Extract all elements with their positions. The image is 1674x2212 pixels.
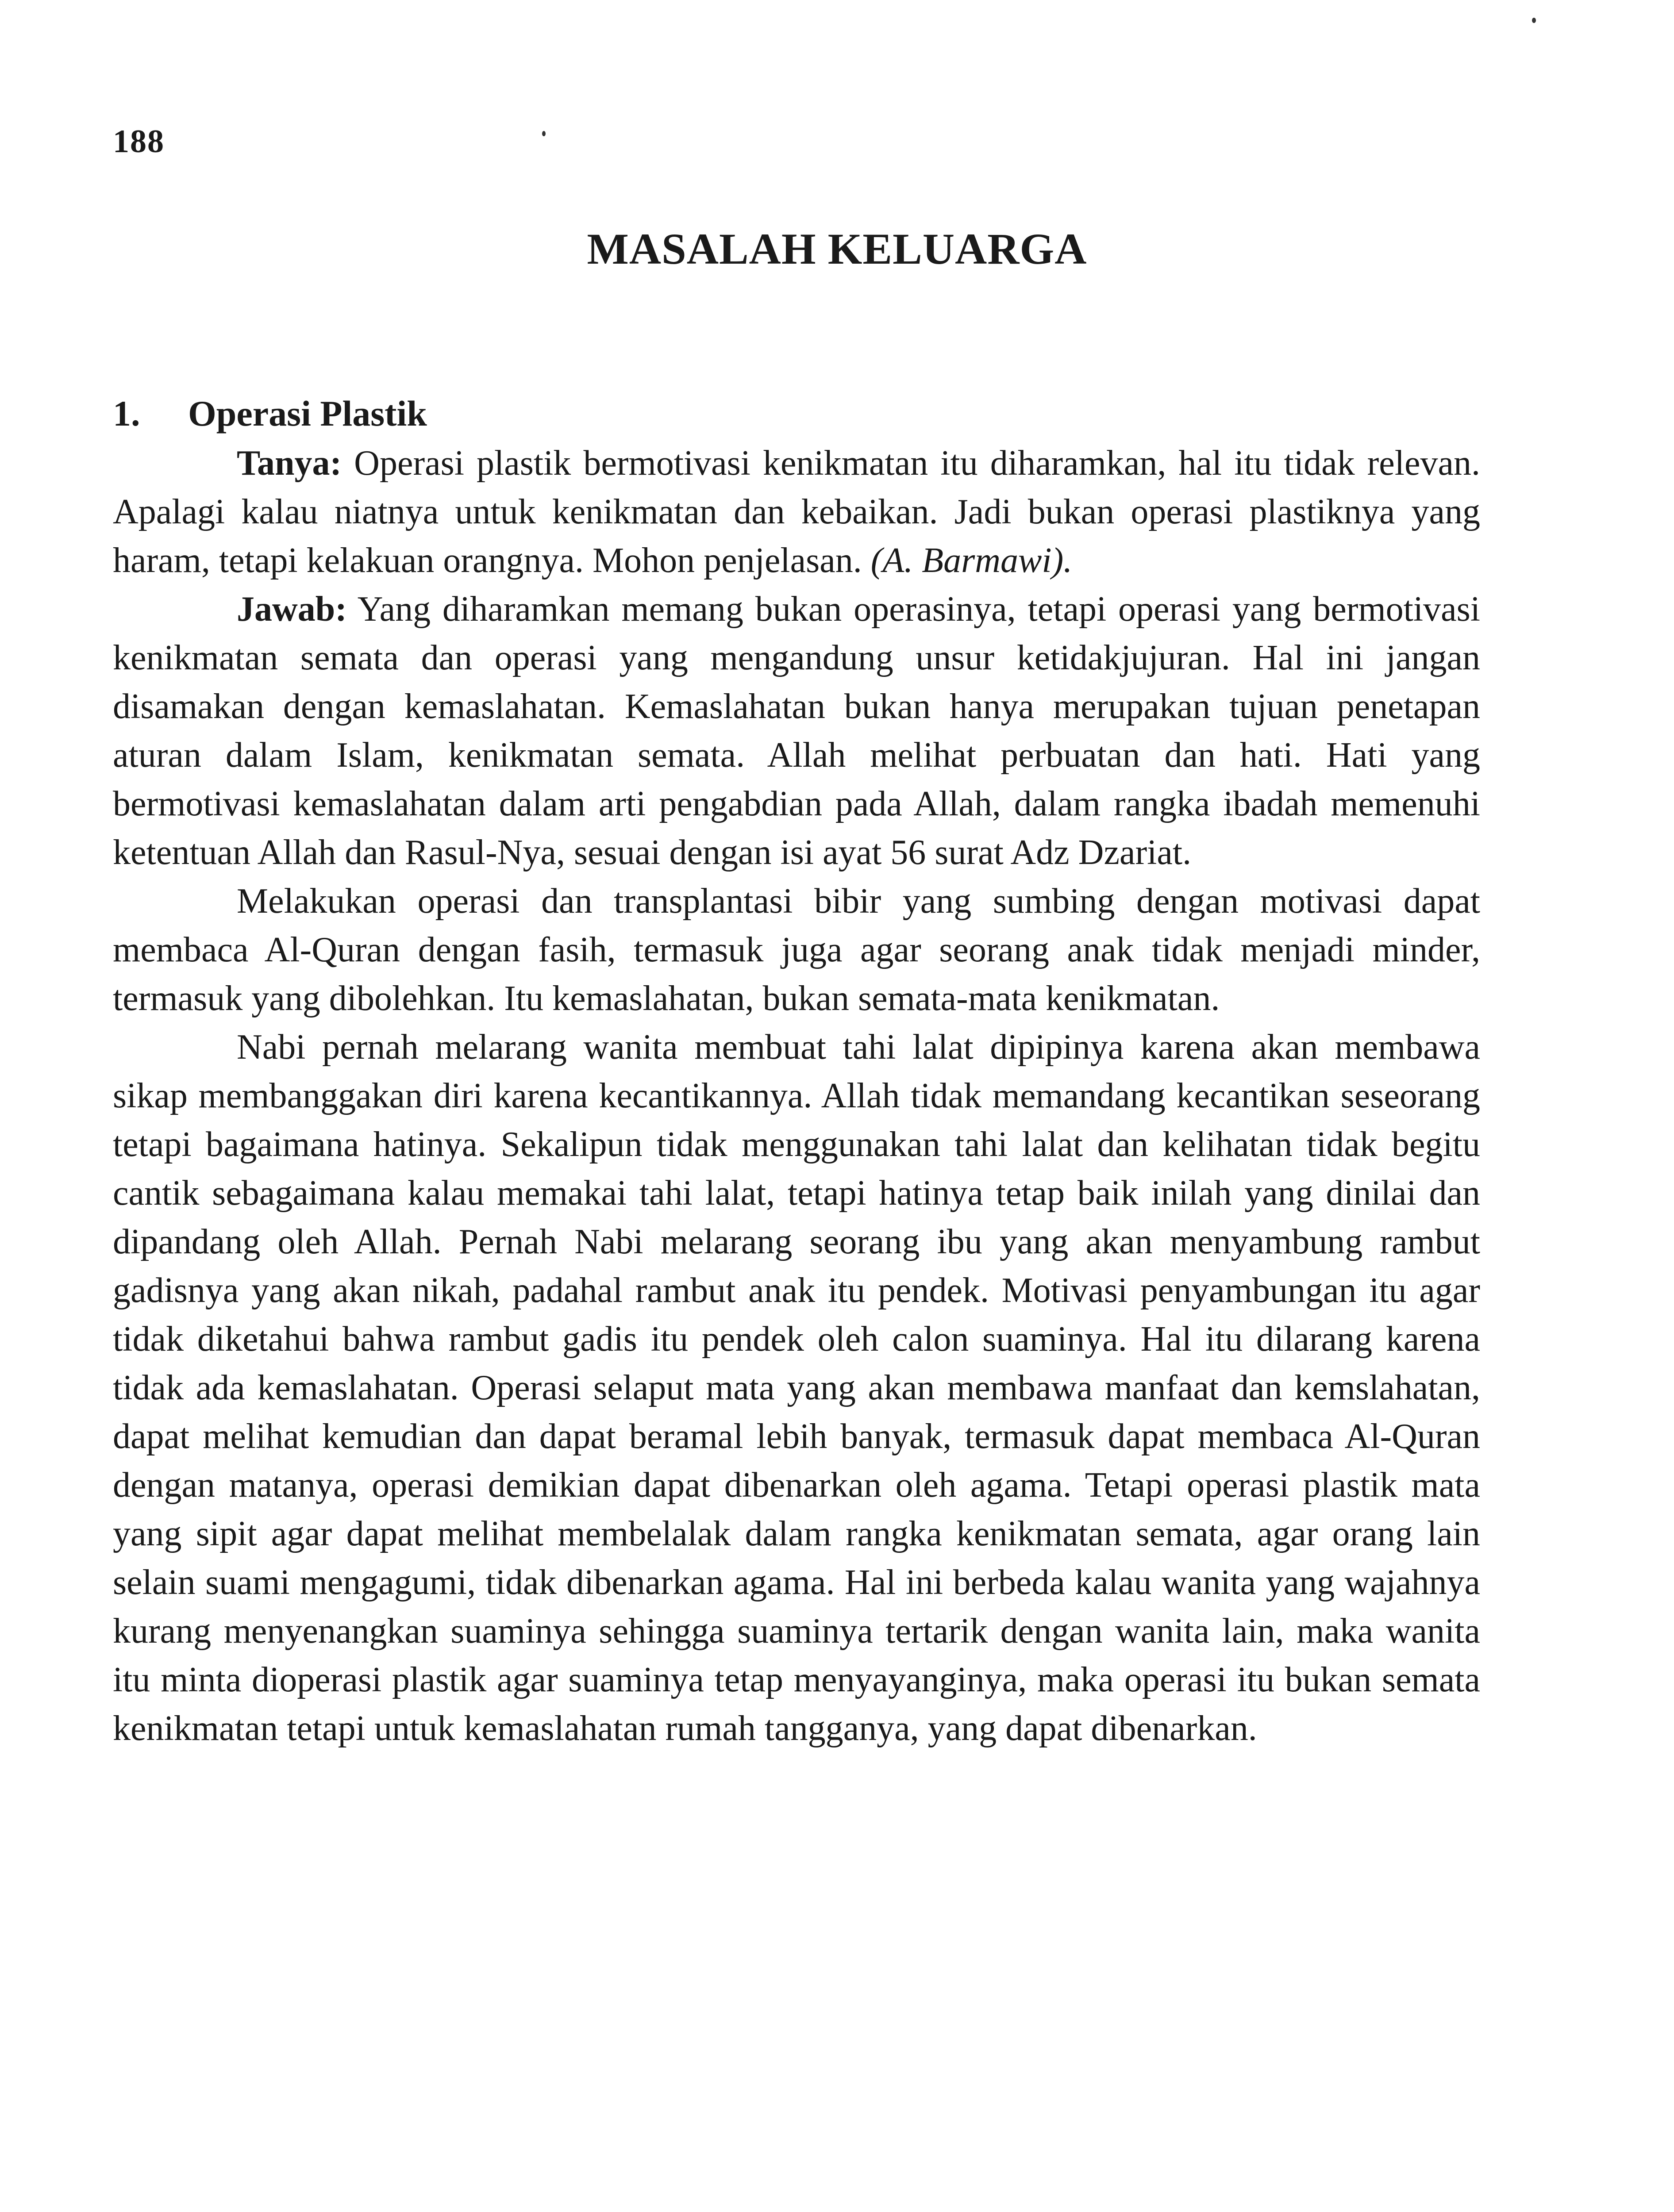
body-paragraph: Nabi pernah melarang wanita membuat tahi lalat dipipinya karena akan membawa sikap membanggakan diri karena kecantikannya. Allah tidak memandang kecantikan seseorang tetapi bagaimana hatinya. Sekalipun tidak menggunakan tahi lalat dan kelihatan tidak begitu cantik sebagaimana kalau memakai tahi lalat, tetapi hatinya tetap baik inilah yang dinilai dan dipandang oleh Allah. Pernah Nabi melarang seorang ibu yang akan menyambung rambut gadisnya yang akan nikah, padahal rambut anak itu pendek. Motivasi penyambungan itu agar tidak diketahui bahwa rambut gadis itu pendek oleh calon suaminya. Hal itu dilarang karena tidak ada kemaslahatan. Operasi selaput mata yang akan membawa manfaat dan kemslahatan, dapat melihat kemudian dan dapat beramal lebih banyak, termasuk dapat membaca Al-Quran dengan matanya, operasi demikian dapat dibenarkan oleh agama. Tetapi operasi plastik mata yang sipit agar dapat melihat membelalak dalam rangka kenikmatan semata, agar orang lain selain suami mengagumi, tidak dibenarkan agama. Hal ini berbeda kalau wanita yang wajahnya kurang menyenangkan suaminya sehingga suaminya tertarik dengan wanita lain, maka wanita itu minta dioperasi plastik agar suaminya tetap menyayanginya, maka operasi itu bukan semata kenikmatan tetapi untuk kemaslahatan rumah tangganya, yang dapat dibenarkan. bbox=[113, 1028, 1480, 1748]
question-attribution: (A. Barmawi). bbox=[870, 541, 1073, 580]
question-label: Tanya: bbox=[237, 444, 342, 483]
answer-label: Jawab: bbox=[237, 590, 347, 629]
section-number: 1. bbox=[113, 393, 140, 434]
page-number: 188 bbox=[113, 123, 165, 160]
body-paragraph: Melakukan operasi dan transplantasi bibir yang sumbing dengan motivasi dapat membaca Al-Quran dengan fasih, termasuk juga agar seorang anak tidak menjadi minder, termasuk yang dibolehkan. Itu kemaslahatan, bukan semata-mata kenikmatan. bbox=[113, 882, 1480, 1018]
question-text: Operasi plastik bermotivasi kenikmatan itu diharamkan, hal itu tidak relevan. Apalagi kalau niatnya untuk kenikmatan dan kebaikan. Jadi bukan operasi plastiknya yang haram, tetapi kelakuan orangnya. Mohon penjelasan. bbox=[113, 444, 1480, 580]
page-body bbox=[113, 389, 1480, 1753]
answer-text: Yang diharamkan memang bukan operasinya, tetapi operasi yang bermotivasi kenikmatan semata dan operasi yang mengandung unsur ketidakjujuran. Hal ini jangan disamakan dengan kemaslahatan. Kemaslahatan bukan hanya merupakan tujuan penetapan aturan dalam Islam, kenikmatan semata. Allah melihat perbuatan dan hati. Hati yang bermotivasi kemaslahatan dalam arti pengabdian pada Allah, dalam rangka ibadah memenuhi ketentuan Allah dan Rasul-Nya, sesuai dengan isi ayat 56 surat Adz Dzariat. bbox=[113, 590, 1480, 872]
section-title: Operasi Plastik bbox=[188, 393, 427, 434]
section-heading bbox=[113, 389, 1480, 438]
question-paragraph bbox=[113, 439, 1480, 585]
answer-paragraph bbox=[113, 585, 1480, 877]
scan-speck bbox=[542, 131, 546, 136]
scan-speck bbox=[1532, 18, 1536, 23]
chapter-title: MASALAH KELUARGA bbox=[587, 224, 1087, 273]
